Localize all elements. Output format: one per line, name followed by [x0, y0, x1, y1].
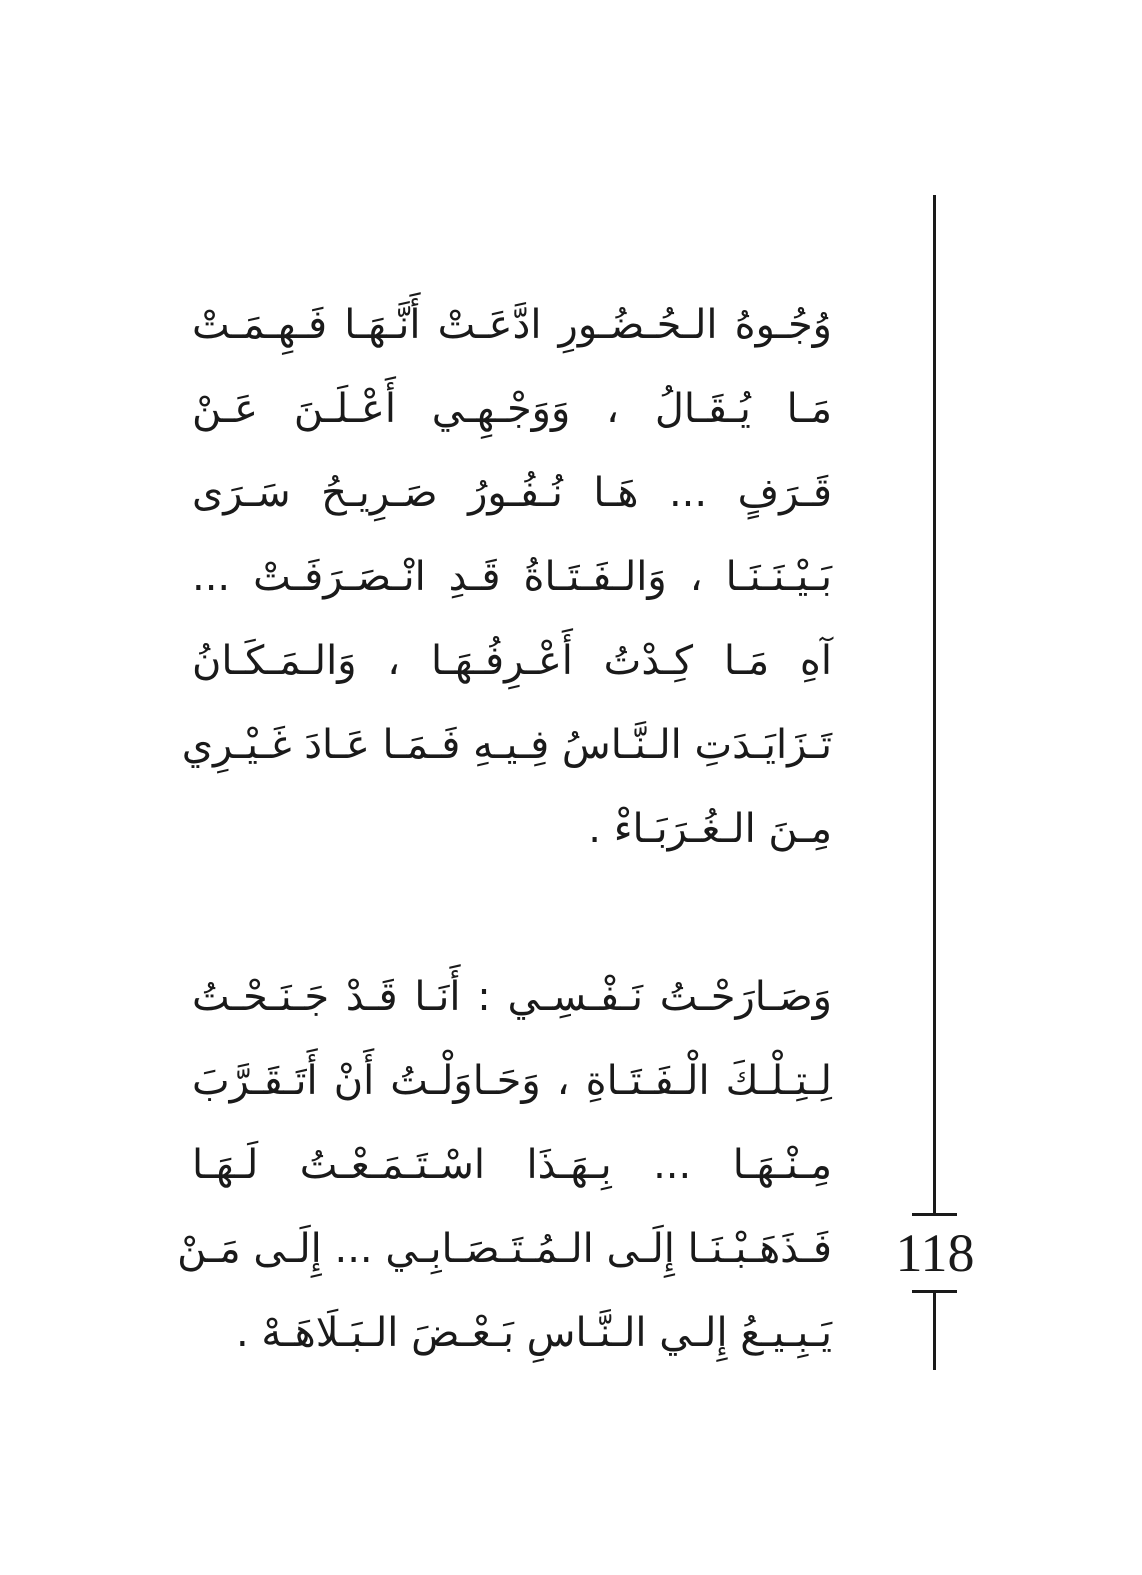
poem-line: مِـنْـهَـا ... بِـهَـذَا اسْـتَـمَـعْـتُ لَـهَـا	[192, 1142, 832, 1188]
margin-rule-bottom	[933, 1292, 936, 1370]
poem-line: مَـا يُـقَـالُ ، وَوَجْـهِـي أَعْـلَـنَ عَـنْ	[192, 386, 832, 432]
poem-line: بَـيْـنَـنَـا ، وَالـفَـتَـاةُ قَـدِ انْـصَـرَفَـتْ ...	[192, 554, 832, 600]
page-number: 118	[895, 1223, 975, 1283]
poem-line: وُجُـوهُ الـحُـضُـورِ ادَّعَـتْ أَنَّـهَـا فَـهِـمَـتْ	[192, 302, 832, 348]
poem-line: لِـتِـلْـكَ الْـفَـتَـاةِ ، وَحَـاوَلْـتُ أَنْ أَتَـقَـرَّبَ	[192, 1058, 832, 1104]
poem-line: فَـذَهَـبْـنَـا إِلَـى الـمُـتَـصَـابِـي ... إِلَـى مَـنْ	[177, 1226, 832, 1272]
stanza-1	[181, 283, 832, 871]
poem-line: وَصَـارَحْـتُ نَـفْـسِـي : أَنَـا قَـدْ جَـنَـحْـتُ	[192, 974, 832, 1020]
poem-line: قَـرَفٍ ... هَـا نُـفُـورُ صَـرِيـحُ سَـرَى	[192, 470, 832, 516]
poem-line: تَـزَايَـدَتِ الـنَّـاسُ فِـيـهِ فَـمَـا عَـادَ غَـيْـرِي	[181, 722, 832, 768]
margin-rule-top	[933, 195, 936, 1215]
page-number-tick-top	[912, 1213, 957, 1216]
stanza-2	[177, 955, 832, 1375]
poem-line: آهِ مَـا كِـدْتُ أَعْـرِفُـهَـا ، وَالـمَـكَـانُ	[192, 638, 832, 684]
poem-line: مِـنَ الـغُـرَبَـاءْ .	[588, 806, 832, 852]
poem-line: يَـبِـيـعُ إِلـي الـنَّـاسِ بَـعْـضَ الـبَـلَاهَـهْ .	[236, 1310, 832, 1356]
